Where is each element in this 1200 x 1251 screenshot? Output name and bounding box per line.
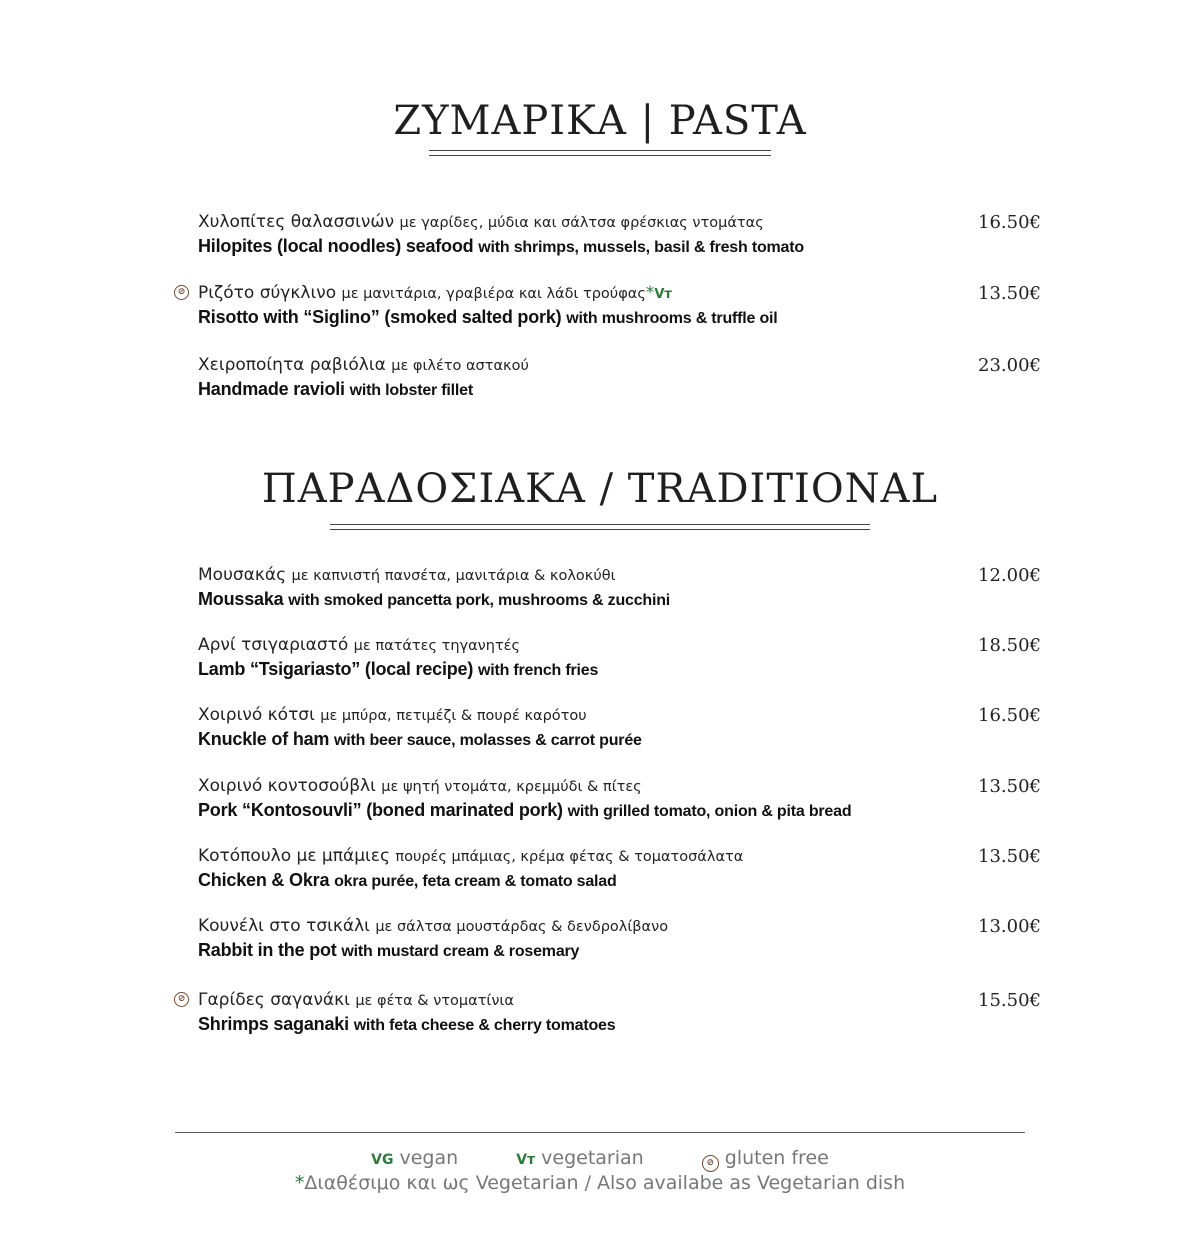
section-divider (330, 524, 870, 530)
footer-divider (175, 1132, 1025, 1133)
item-english-name: Lamb “Tsigariasto” (local recipe) (198, 659, 474, 679)
item-english-line (198, 236, 1048, 257)
item-english-line (198, 870, 1048, 891)
item-price: 23.00€ (978, 355, 1041, 376)
item-english-name: Rabbit in the pot (198, 940, 337, 960)
menu-item (198, 212, 1048, 257)
item-greek-name: Μουσακάς (198, 565, 287, 585)
gluten-free-icon: ⊘ (174, 285, 189, 300)
item-greek-desc: με μπύρα, πετιμέζι & πουρέ καρότου (320, 708, 587, 724)
item-english-line (198, 659, 1048, 680)
item-english-desc: with mustard cream & rosemary (341, 943, 580, 960)
item-greek-name: Χειροποίητα ραβιόλια (198, 355, 386, 375)
item-greek-name: Κοτόπουλο με μπάμιες (198, 846, 390, 866)
item-english-name: Pork “Kontosouvli” (boned marinated pork) (198, 800, 563, 820)
item-greek-name: Κουνέλι στο τσικάλι (198, 916, 370, 936)
item-greek-name: Γαρίδες σαγανάκι (198, 990, 350, 1010)
menu-item (198, 846, 1048, 891)
asterisk-mark: * (645, 283, 655, 303)
item-price: 18.50€ (978, 635, 1041, 656)
item-english-name: Knuckle of ham (198, 729, 330, 749)
menu-item (177, 990, 1048, 1035)
item-greek-line (198, 776, 1048, 796)
item-english-desc: with french fries (477, 662, 599, 679)
menu-item (198, 916, 1048, 961)
section-divider (429, 150, 771, 156)
item-price: 13.50€ (978, 283, 1041, 304)
item-english-line (198, 307, 1048, 328)
item-english-line (198, 800, 1048, 821)
item-english-name: Shrimps saganaki (198, 1014, 349, 1034)
vegetarian-note-text: Διαθέσιμο και ως Vegetarian / Also availabe as Vegetarian dish (304, 1172, 906, 1194)
item-english-name: Handmade ravioli (198, 379, 345, 399)
item-price: 16.50€ (978, 212, 1041, 233)
item-english-desc: with grilled tomato, onion & pita bread (567, 803, 852, 820)
menu-item (177, 283, 1048, 328)
legend-gluten-free (702, 1147, 829, 1172)
item-price: 13.00€ (978, 916, 1041, 937)
item-greek-desc: με ψητή ντομάτα, κρεμμύδι & πίτες (381, 779, 642, 795)
item-greek-desc: με φέτα & ντοματίνια (355, 993, 514, 1009)
item-english-desc: with lobster fillet (349, 382, 473, 399)
item-english-line (198, 589, 1048, 610)
item-price: 12.00€ (978, 565, 1041, 586)
item-greek-name: Χοιρινό κότσι (198, 705, 315, 725)
item-english-desc: with smoked pancetta pork, mushrooms & zucchini (288, 592, 671, 609)
item-greek-line (198, 212, 1048, 232)
item-greek-line (198, 916, 1048, 936)
item-greek-name: Αρνί τσιγαριαστό (198, 635, 349, 655)
item-greek-line (198, 565, 1048, 585)
item-greek-desc: με φιλέτο αστακού (391, 358, 529, 374)
item-english-name: Chicken & Okra (198, 870, 330, 890)
item-greek-line (198, 635, 1048, 655)
legend-vegan (371, 1147, 458, 1169)
vegan-icon: VG (371, 1152, 394, 1168)
vegetarian-icon: Vт (654, 287, 672, 302)
item-english-desc: with feta cheese & cherry tomatoes (353, 1017, 616, 1034)
item-greek-desc: πουρές μπάμιας, κρέμα φέτας & τοματοσάλατα (395, 849, 744, 865)
legend-gluten-free-label: gluten free (724, 1147, 829, 1169)
item-greek-desc: με γαρίδες, μύδια και σάλτσα φρέσκιας ντομάτας (399, 215, 764, 231)
item-english-line (198, 1014, 1048, 1035)
item-greek-line (198, 990, 1048, 1010)
item-english-name: Moussaka (198, 589, 284, 609)
menu-item (198, 355, 1048, 400)
item-english-name: Risotto with “Siglino” (smoked salted pork) (198, 307, 562, 327)
gluten-free-icon: ⊘ (174, 992, 189, 1007)
menu-item (198, 635, 1048, 680)
menu-item (198, 565, 1048, 610)
asterisk-mark: * (294, 1172, 305, 1194)
item-price: 16.50€ (978, 705, 1041, 726)
item-english-desc: with beer sauce, molasses & carrot purée (334, 732, 642, 749)
item-greek-line (198, 283, 1048, 303)
item-greek-name: Χοιρινό κοντοσούβλι (198, 776, 376, 796)
item-greek-desc: με σάλτσα μουστάρδας & δενδρολίβανο (375, 919, 669, 935)
item-price: 13.50€ (978, 776, 1041, 797)
item-greek-line (198, 705, 1048, 725)
item-greek-desc: με πατάτες τηγανητές (353, 638, 521, 654)
legend-vegan-label: vegan (399, 1147, 459, 1169)
dietary-legend (0, 1147, 1200, 1172)
item-english-line (198, 379, 1048, 400)
menu-item (198, 776, 1048, 821)
item-price: 13.50€ (978, 846, 1041, 867)
item-english-line (198, 729, 1048, 750)
item-english-desc: okra purée, feta cream & tomato salad (334, 873, 617, 890)
item-greek-line (198, 846, 1048, 866)
section-title-pasta: ΖΥΜΑΡΙΚΑ | PASTA (393, 98, 807, 144)
legend-vegetarian-label: vegetarian (541, 1147, 644, 1169)
section-title-traditional: ΠΑΡΑΔΟΣΙΑΚΑ / TRADITIONAL (261, 466, 939, 512)
item-english-desc: with mushrooms & truffle oil (566, 310, 778, 327)
item-english-line (198, 940, 1048, 961)
item-greek-name: Ριζότο σύγκλινο (198, 283, 337, 303)
item-greek-line (198, 355, 1048, 375)
item-english-name: Hilopites (local noodles) seafood (198, 236, 474, 256)
vegetarian-note (0, 1172, 1200, 1194)
item-english-desc: with shrimps, mussels, basil & fresh tomato (478, 239, 804, 256)
gluten-free-icon: ⊘ (702, 1155, 719, 1172)
item-greek-desc: με καπνιστή πανσέτα, μανιτάρια & κολοκύθι (291, 568, 616, 584)
vegetarian-icon: Vт (516, 1152, 536, 1168)
item-price: 15.50€ (978, 990, 1041, 1011)
menu-item (198, 705, 1048, 750)
legend-vegetarian (516, 1147, 644, 1169)
item-greek-name: Χυλοπίτες θαλασσινών (198, 212, 395, 232)
item-greek-desc: με μανιτάρια, γραβιέρα και λάδι τρούφας (341, 286, 646, 302)
